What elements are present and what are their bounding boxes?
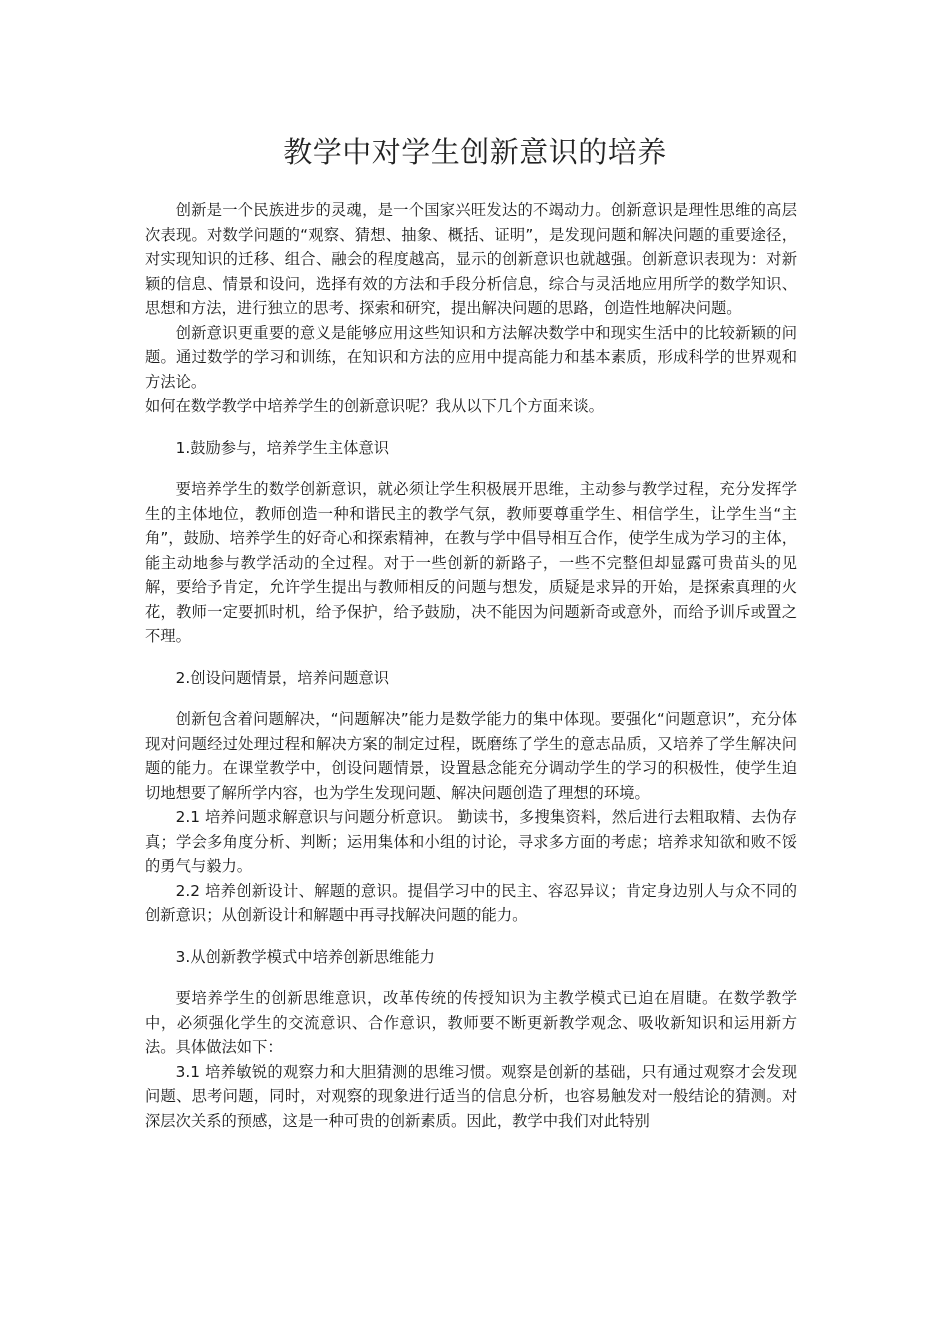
paragraph-section-2-1: 2.1 培养问题求解意识与问题分析意识。 勤读书，多搜集资料，然后进行去粗取精、去伪存真；学会多角度分析、判断；运用集体和小组的讨论，寻求多方面的考虑；培养求知欲和败不馁的勇气与毅力。 (145, 808, 797, 875)
paragraph-section-3-1: 3.1 培养敏锐的观察力和大胆猜测的思维习惯。观察是创新的基础，只有通过观察才会发现问题、思考问题，同时，对观察的现象进行适当的信息分析，也容易触发对一般结论的猜测。对深层次关系的预感，这是一种可贵的创新素质。因此，教学中我们对此特别 (145, 1062, 797, 1130)
paragraph-intro: 创新是一个民族进步的灵魂，是一个国家兴旺发达的不竭动力。创新意识是理性思维的高层次表现。对数学问题的“观察、猜想、抽象、概括、证明”，是发现问题和解决问题的重要途径，对实现知识的迁移、组合、融会的程度越高，显示的创新意识也就越强。创新意识表现为：对新颖的信息、情景和设问，选择有效的方法和手段分析信息，综合与灵活地应用所学的数学知识、思想和方法，进行独立的思考、探索和研究，提出解决问题的思路，创造性地解决问题。 (145, 201, 797, 317)
paragraph-question: 如何在数学教学中培养学生的创新意识呢？我从以下几个方面来谈。 (145, 397, 604, 415)
paragraph-significance: 创新意识更重要的意义是能够应用这些知识和方法解决数学中和现实生活中的比较新颖的问题。通过数学的学习和训练，在知识和方法的应用中提高能力和基本素质，形成科学的世界观和方法论。 (145, 323, 797, 391)
document-body (145, 198, 797, 1133)
section-heading-2: 2.创设问题情景，培养问题意识 (175, 668, 390, 687)
paragraph-section-2-2: 2.2 培养创新设计、解题的意识。提倡学习中的民主、容忍异议；肯定身边别人与众不同的创新意识；从创新设计和解题中再寻找解决问题的能力。 (145, 881, 797, 924)
paragraph-section-1: 要培养学生的数学创新意识，就必须让学生积极展开思维，主动参与教学过程，充分发挥学生的主体地位，教师创造一种和谐民主的教学气氛，教师要尊重学生、相信学生，让学生当“主角”，鼓励、培养学生的好奇心和探索精神，在教与学中倡导相互合作，使学生成为学习的主体，能主动地参与教学活动的全过程。对于一些创新的新路子，一些不完整但却显露可贵苗头的见解，要给予肯定，允许学生提出与教师相反的问题与想发，质疑是求异的开始，是探索真理的火花，教师一定要抓时机，给予保护，给予鼓励，决不能因为问题新奇或意外，而给予训斥或置之不理。 (145, 480, 797, 645)
document-title: 教学中对学生创新意识的培养 (283, 135, 667, 169)
section-heading-3: 3.从创新教学模式中培养创新思维能力 (175, 947, 435, 966)
section-heading-1: 1.鼓励参与，培养学生主体意识 (175, 438, 390, 457)
paragraph-section-3: 要培养学生的创新思维意识，改革传统的传授知识为主教学模式已迫在眉睫。在数学教学中，必须强化学生的交流意识、合作意识，教师要不断更新教学观念、吸收新知识和运用新方法。具体做法如下： (145, 989, 797, 1056)
paragraph-section-2: 创新包含着问题解决，“问题解决”能力是数学能力的集中体现。要强化“问题意识”，充分体现对问题经过处理过程和解决方案的制定过程，既磨练了学生的意志品质，又培养了学生解决问题的能力。在课堂教学中，创设问题情景，设置悬念能充分调动学生的学习的积极性，使学生迫切地想要了解所学内容，也为学生发现问题、解决问题创造了理想的环境。 (145, 710, 797, 802)
